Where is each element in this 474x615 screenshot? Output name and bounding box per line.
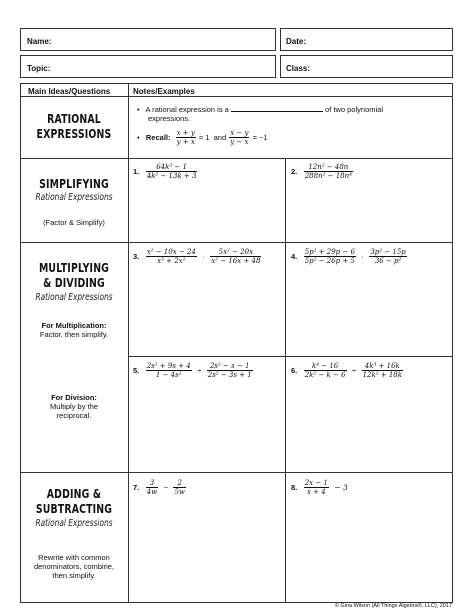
problem-5 — [133, 362, 253, 380]
multiplication-heading-text: For Multiplication: — [41, 321, 107, 330]
simplifying-title: SIMPLIFYING — [39, 177, 109, 191]
simplifying-note: (Factor & Simplify) — [43, 218, 105, 227]
problem-3-denominator-1: x³ + 2x² — [157, 257, 186, 266]
problem-1-number: 1. — [133, 167, 140, 177]
copyright-footer: © Gina Wilson (All Things Algebra®, LLC), 2017 — [334, 603, 452, 609]
multiplying-subtitle: Rational Expressions — [35, 292, 113, 303]
problem-1-numerator: 64k³ − 1 — [146, 163, 198, 172]
divider-rational — [20, 158, 453, 159]
name-label: Name: — [27, 37, 52, 46]
problem-4 — [291, 248, 407, 266]
problem-5-denominator-2: 2s² − 3s + 1 — [207, 371, 252, 380]
adding-title-line2: SUBTRACTING — [35, 502, 113, 516]
problem-7 — [133, 479, 186, 497]
problem-7-fraction-1 — [146, 479, 158, 496]
problem-1 — [133, 163, 197, 181]
topic-box[interactable] — [20, 55, 276, 78]
problem-1-fraction — [146, 163, 198, 180]
division-text-line1: Multiply by the — [50, 402, 98, 411]
notes-split-simplifying — [285, 158, 286, 242]
rational-bullet1 — [137, 104, 383, 114]
notes-split-adding — [285, 472, 286, 603]
recall-eq-2: = −1 — [252, 133, 268, 142]
multiplying-title-line1: MULTIPLYING — [38, 261, 110, 275]
problem-7-numerator-2: 2 — [173, 479, 185, 488]
multiplication-heading — [15, 321, 133, 330]
recall-num-1: x + y — [176, 129, 195, 137]
problem-4-numerator-1: 5p² + 29p − 6 — [304, 248, 355, 257]
multiplication-text: Factor, then simplify. — [39, 330, 109, 339]
simplifying-subtitle: Rational Expressions — [35, 192, 113, 203]
problem-5-number: 5. — [133, 366, 140, 376]
problem-8 — [291, 479, 349, 497]
problem-7-fraction-2 — [173, 479, 185, 496]
problem-1-denominator: 4k² − 13k + 3 — [146, 172, 197, 181]
recall-num-2: x − y — [230, 129, 249, 137]
adding-note-line2: denominators, combine, — [33, 562, 115, 571]
class-box[interactable] — [280, 55, 453, 78]
rational-title-line1: RATIONAL — [47, 112, 101, 126]
problem-3-number: 3. — [133, 252, 140, 262]
name-box[interactable] — [20, 28, 276, 51]
problem-3-denominator-2: x² − 16x + 48 — [211, 257, 261, 266]
problem-6-denominator-2: 12k² + 18k — [362, 371, 402, 380]
problem-8-numerator-1: 2x − 1 — [304, 479, 328, 488]
problem-4-fraction-1 — [304, 248, 356, 265]
rational-recall — [137, 129, 269, 146]
recall-den-1: y + x — [176, 138, 195, 146]
date-label: Date: — [286, 37, 307, 46]
problem-4-denominator-2: 36 − p² — [374, 257, 402, 266]
problem-4-numerator-2: 3p² − 15p — [370, 248, 406, 257]
adding-title-line1: ADDING & — [46, 487, 102, 501]
problem-8-operator: − 3 — [334, 483, 348, 493]
problem-2-numerator: 12n² − 48n — [304, 163, 353, 172]
problem-3-fraction-2 — [210, 248, 261, 265]
problem-8-denominator-1: x + 4 — [306, 488, 326, 497]
recall-and: and — [213, 133, 227, 142]
rational-def-post: of two polynomial — [325, 105, 383, 114]
problem-2-number: 2. — [291, 167, 298, 177]
problem-5-fraction-2 — [207, 362, 253, 379]
problem-7-denominator-1: 4w — [146, 488, 158, 497]
rational-bullet1-line2: expressions. — [148, 114, 191, 123]
divider-multiplying — [20, 472, 453, 473]
problem-2 — [291, 163, 353, 181]
column-divider — [128, 83, 129, 603]
problem-8-number: 8. — [291, 483, 298, 493]
problem-4-number: 4. — [291, 252, 298, 262]
notes-header: Notes/Examples — [133, 87, 195, 96]
notes-split-multiplying — [285, 242, 286, 472]
recall-fraction-1 — [176, 129, 196, 146]
problem-6-fraction-1 — [304, 362, 347, 379]
recall-den-2: y − x — [230, 138, 249, 146]
problem-4-denominator-1: 5p² − 26p + 5 — [304, 257, 355, 266]
division-text-line2: reciprocal. — [56, 411, 92, 420]
divider-mid-multiplying — [128, 356, 453, 357]
rational-def-pre: A rational expression is a — [145, 105, 229, 114]
adding-subtitle: Rational Expressions — [35, 518, 113, 529]
problem-2-denominator: 288n² − 18n⁴ — [304, 172, 352, 181]
problem-2-fraction — [304, 163, 353, 180]
adding-note-line1: Rewrite with common — [38, 553, 110, 562]
problem-3-numerator-1: x² − 10x − 24 — [146, 248, 196, 257]
recall-label: Recall: — [145, 133, 171, 142]
problem-6-operator: ÷ — [352, 366, 357, 376]
problem-6-number: 6. — [291, 366, 298, 376]
problem-7-denominator-2: 5w — [174, 488, 185, 497]
header-divider — [20, 96, 453, 97]
problem-6 — [291, 362, 403, 380]
date-box[interactable] — [280, 28, 453, 51]
problem-7-operator: − — [163, 483, 169, 493]
division-heading — [15, 393, 133, 402]
problem-4-operator: · — [361, 252, 364, 262]
class-label: Class: — [286, 64, 311, 73]
problem-6-denominator-1: 2k² − k − 6 — [304, 371, 346, 380]
problem-5-denominator-1: 1 − 4s² — [155, 371, 182, 380]
problem-5-numerator-1: 2s² + 9s + 4 — [146, 362, 191, 371]
problem-3-numerator-2: 5x² − 20x — [210, 248, 261, 257]
problem-7-numerator-1: 3 — [146, 479, 158, 488]
bullet-dot-icon: • — [137, 133, 144, 142]
adding-note-line3: then simplify. — [52, 571, 96, 580]
problem-6-fraction-2 — [362, 362, 403, 379]
problem-6-numerator-2: 4k³ + 16k — [362, 362, 403, 371]
recall-fraction-2 — [229, 129, 249, 146]
recall-eq-1: = 1 — [198, 133, 210, 142]
problem-5-numerator-2: 2s² − s − 1 — [207, 362, 253, 371]
problem-5-operator: ÷ — [197, 366, 202, 376]
topic-label: Topic: — [27, 64, 51, 73]
rational-def-blank[interactable] — [231, 104, 323, 112]
main-ideas-header: Main Ideas/Questions — [28, 87, 111, 96]
problem-6-numerator-1: k⁴ − 16 — [304, 362, 347, 371]
division-heading-text: For Division: — [51, 393, 97, 402]
problem-4-fraction-2 — [369, 248, 406, 265]
problem-3-fraction-1 — [146, 248, 197, 265]
multiplying-title-line2: & DIVIDING — [43, 276, 105, 290]
problem-3-operator: · — [202, 252, 205, 262]
divider-simplifying — [20, 242, 453, 243]
problem-3 — [133, 248, 261, 266]
rational-title-line2: EXPRESSIONS — [36, 127, 112, 141]
problem-8-fraction-1 — [304, 479, 329, 496]
bullet-dot-icon: • — [137, 105, 144, 114]
problem-7-number: 7. — [133, 483, 140, 493]
problem-5-fraction-1 — [146, 362, 192, 379]
